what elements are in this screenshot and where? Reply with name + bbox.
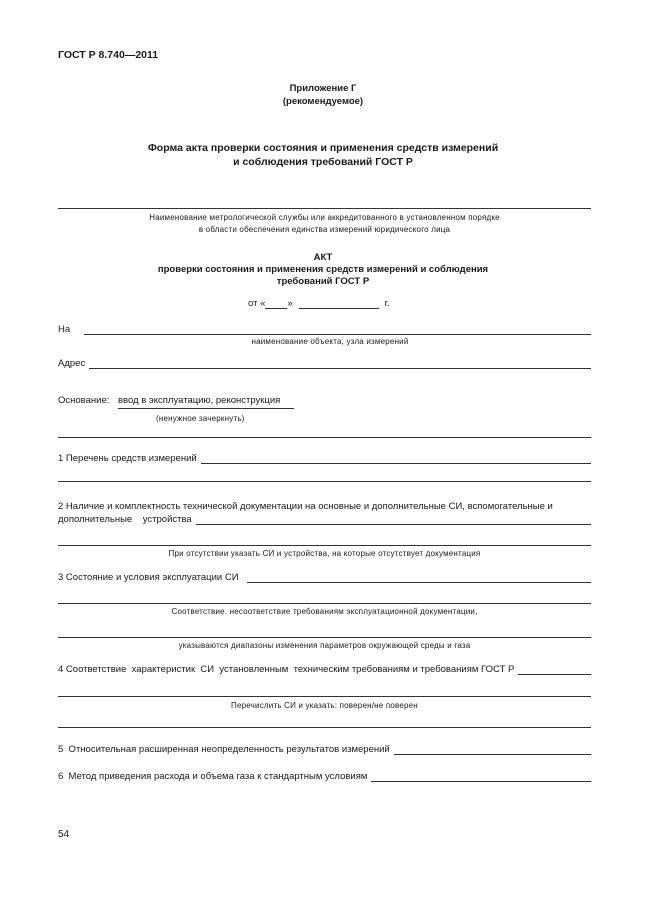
section-4-line3[interactable] [58,727,591,728]
section-2-line2[interactable] [58,545,591,546]
address-label: Адрес [58,358,86,369]
section-2-field[interactable] [196,514,591,525]
section-4-caption: Перечислить СИ и указать: поверен/не поверен [231,701,418,710]
date-prefix: от « [248,298,266,309]
page-number: 54 [58,829,70,840]
section-2-label-line1: 2 Наличие и комплектность технической документации на основные и дополнительные СИ, вспомогательные и [58,501,553,512]
date-day-field[interactable] [265,298,287,309]
date-mid: » [287,298,293,309]
section-1-row [58,453,591,464]
act-subtitle-line2: требований ГОСТ Р [276,276,370,287]
appendix-subtitle: (рекомендуемое) [282,96,364,107]
date-suffix: г. [384,298,390,309]
section-3-label: 3 Состояние и условия эксплуатации СИ [58,572,239,583]
address-row [58,358,591,369]
na-label: На [58,324,71,335]
section-3-row [58,572,591,583]
section-5-row [58,744,591,755]
standard-header: ГОСТ Р 8.740—2011 [58,49,159,61]
section-4-label: 4 Соответствие характеристик СИ установленным техническим требованиям и требованиям ГОСТ Р [58,664,515,675]
form-title-line2: и соблюдения требований ГОСТ Р [233,156,413,168]
section-2-row [58,514,591,525]
object-row [58,324,591,335]
section-6-label: 6 Метод приведения расхода и объема газа к стандартным условиям [58,771,368,782]
org-name-line[interactable] [58,208,591,209]
basis-value[interactable]: ввод в эксплуатацию, реконструкция [118,395,294,409]
section-1-line2[interactable] [58,481,591,482]
section-1-field[interactable] [201,453,591,464]
section-3-caption1: Соответствие. несоответствие требованиям эксплуатационной документации, [171,607,478,616]
address-field[interactable] [89,358,591,369]
object-name-field[interactable] [84,324,591,335]
section-5-field[interactable] [394,744,591,755]
section-3-caption2: указываются диапазоны изменения параметров окружающей среды и газа [178,641,471,650]
act-subtitle-line1: проверки состояния и применения средств измерений и соблюдения [157,264,489,275]
section-4-row [58,664,591,675]
section-3-line3[interactable] [58,637,591,638]
section-4-line2[interactable] [58,696,591,697]
basis-caption: (ненужное зачеркнуть) [156,414,245,423]
act-date [248,298,390,309]
org-caption-line2: в области обеспечения единства измерений юридического лица [198,225,451,234]
section-2-caption: При отсутствии указать СИ и устройства, на которые отсутствует документация [168,549,481,558]
object-caption: наименование объекта, узла измерений [251,337,409,346]
section-6-field[interactable] [371,771,591,782]
form-title-line1: Форма акта проверки состояния и применения средств измерений [147,142,499,154]
appendix-title: Приложение Г [289,83,357,94]
basis-label: Основание: [58,395,110,406]
section-3-field[interactable] [247,572,591,583]
org-caption-line1: Наименование метрологической службы или аккредитованного в установленном порядке [149,213,500,222]
section-1-label: 1 Перечень средств измерений [58,453,197,464]
date-month-year-field[interactable] [299,298,379,309]
section-5-label: 5 Относительная расширенная неопределенность результатов измерений [58,744,390,755]
section-6-row [58,771,591,782]
section-4-field[interactable] [518,664,591,675]
basis-continuation-line[interactable] [58,437,591,438]
section-2-label-line2: дополнительные устройства [58,514,192,525]
section-3-line2[interactable] [58,603,591,604]
act-title: АКТ [313,252,333,263]
